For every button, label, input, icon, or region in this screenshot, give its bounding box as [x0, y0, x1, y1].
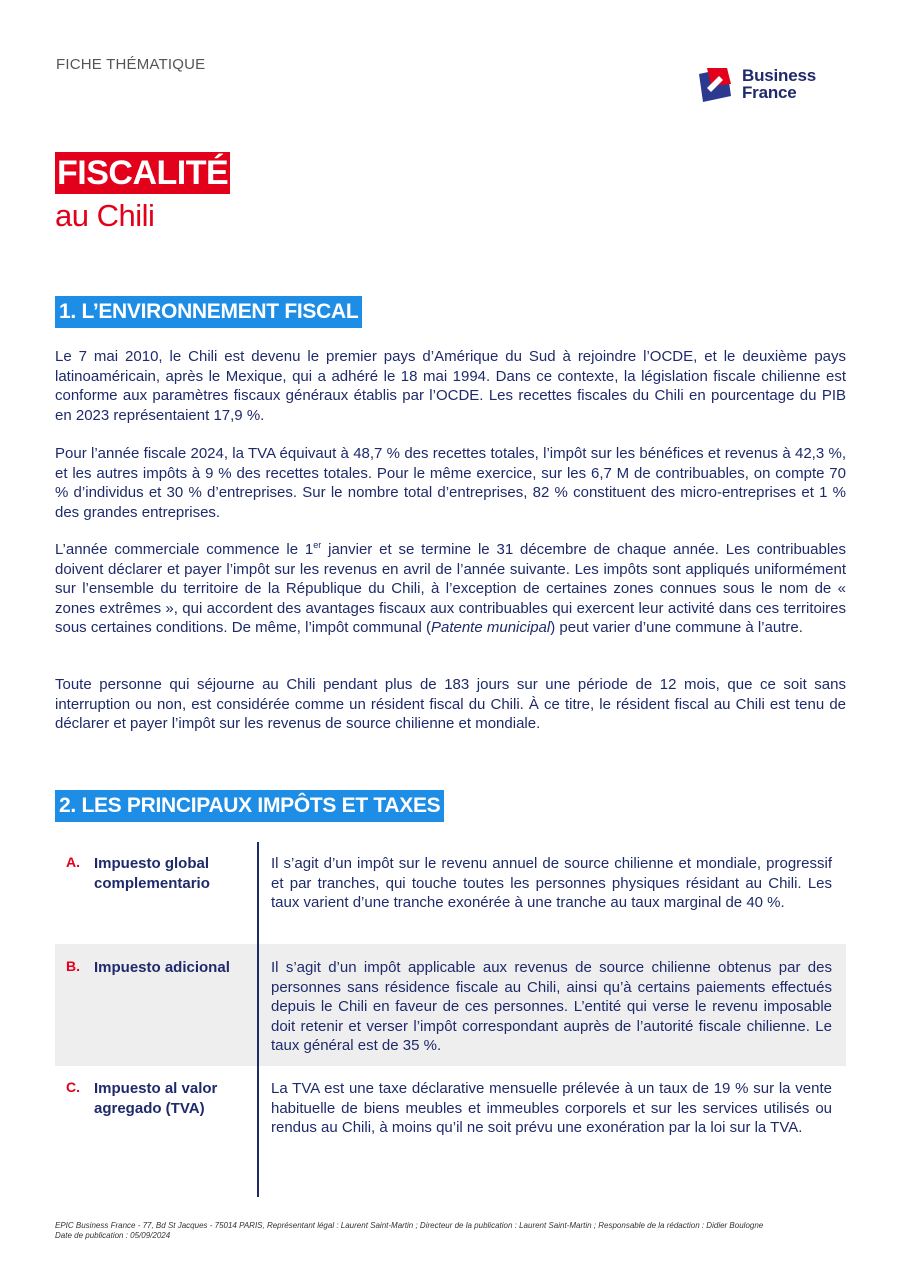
paragraph-1: Le 7 mai 2010, le Chili est devenu le premier pays d’Amérique du Sud à rejoindre l’OCDE, et le deuxième pays latinoaméricain, après le Mexique, qui a adhéré le 18 mai 1994. Dans ce contexte, la législation fiscale chilienne est conforme aux paramètres fiscaux généraux établis par l’OCDE. Les recettes fiscales du Chili en pourcentage du PIB en 2023 représentaient 17,9 %. — [55, 348, 846, 424]
tax-name: Impuesto global complementario — [94, 855, 210, 892]
tax-letter: A. — [66, 854, 80, 870]
logo-line-2: France — [742, 83, 797, 102]
paragraph-3 — [55, 540, 846, 638]
paragraph-3-part-c: ) peut varier d’une commune à l’autre. — [550, 619, 803, 636]
tax-row — [55, 1066, 846, 1176]
tax-letter: B. — [66, 958, 80, 974]
footer-date: Date de publication : 05/09/2024 — [55, 1231, 171, 1240]
tax-row — [55, 842, 846, 944]
paragraph-3-part-a: L’année commerciale commence le 1 — [55, 541, 314, 558]
page-title: FISCALITÉ — [57, 154, 229, 192]
footer — [55, 1221, 846, 1241]
paragraph-3-part-b: janvier et se termine le 31 décembre de chaque année. Les contribuables doivent déclarer et payer l’impôt sur les revenus en avril de l’année suivante. Les impôts sont appliqués uniformément sur l’ensemble du territoire de la République du Chili, à l’exception de certaines zones connues sous le nom de « zones extrêmes », qui accordent des avantages fiscaux aux contribuables qui exercent leur activité dans ces territoires sous certaines conditions. De même, l’impôt communal ( — [55, 541, 847, 636]
document-type-label: FICHE THÉMATIQUE — [56, 56, 206, 73]
tax-name: Impuesto adicional — [94, 959, 230, 976]
paragraph-3-superscript: er — [313, 540, 322, 550]
paragraph-2: Pour l’année fiscale 2024, la TVA équivaut à 48,7 % des recettes totales, l’impôt sur les bénéfices et revenus à 42,3 %, et les autres impôts à 9 % des recettes totales. Pour le même exercice, sur les 6,7 M de contribuables, on compte 70 % d’individus et 30 % d’entreprises. Sur le nombre total d’entreprises, 82 % constituent des micro-entreprises et 1 % des grandes entreprises. — [55, 445, 846, 521]
paragraph-4: Toute personne qui séjourne au Chili pendant plus de 183 jours sur une période de 12 mois, que ce soit sans interruption ou non, est considérée comme un résident fiscal du Chili. À ce titre, le résident fiscal au Chili est tenu de déclarer et payer l’impôt sur les revenus de source chilienne et mondiale. — [55, 676, 846, 732]
table-column-divider — [257, 842, 259, 1197]
business-france-logo — [697, 66, 837, 106]
business-france-logo-icon — [697, 66, 734, 104]
tax-row — [55, 944, 846, 1066]
tax-letter: C. — [66, 1079, 80, 1095]
section-1-heading: 1. L’ENVIRONNEMENT FISCAL — [55, 296, 362, 328]
logo-wordmark — [742, 67, 816, 101]
tax-description: La TVA est une taxe déclarative mensuelle prélevée à un taux de 19 % sur la vente habituelle de biens meubles et immeubles corporels et sur les services utilisés ou rendus au Chili, à moins qu’il ne soit prévu une exonération par la loi sur la TVA. — [271, 1080, 832, 1136]
tax-table — [55, 842, 846, 1198]
section-2-heading: 2. LES PRINCIPAUX IMPÔTS ET TAXES — [55, 790, 444, 822]
tax-name: Impuesto al valor agregado (TVA) — [94, 1080, 218, 1117]
page-subtitle: au Chili — [55, 198, 155, 233]
footer-legal: EPIC Business France - 77, Bd St Jacques - 75014 PARIS, Représentant légal : Laurent Saint-Martin ; Directeur de la publication : Laurent Saint-Martin ; Responsable de la rédaction : Didier Boulogne — [55, 1221, 764, 1230]
paragraph-3-italic: Patente municipal — [430, 619, 551, 636]
logo-line-1: Business — [742, 66, 816, 85]
tax-description: Il s’agit d’un impôt sur le revenu annuel de source chilienne et mondiale, progressif et par tranches, qui touche toutes les personnes physiques résidant au Chili. Les taux varient d’une tranche exonérée à une tranche au taux marginal de 40 %. — [271, 855, 832, 911]
tax-description: Il s’agit d’un impôt applicable aux revenus de source chilienne obtenus par des personnes sans résidence fiscale au Chili, ainsi qu’à certains paiements effectués depuis le Chili en faveur de ces personnes. L’entité qui verse le revenu imposable doit retenir et verser l’impôt correspondant auprès de l’autorité fiscale chilienne. Le taux général est de 35 %. — [271, 959, 832, 1054]
